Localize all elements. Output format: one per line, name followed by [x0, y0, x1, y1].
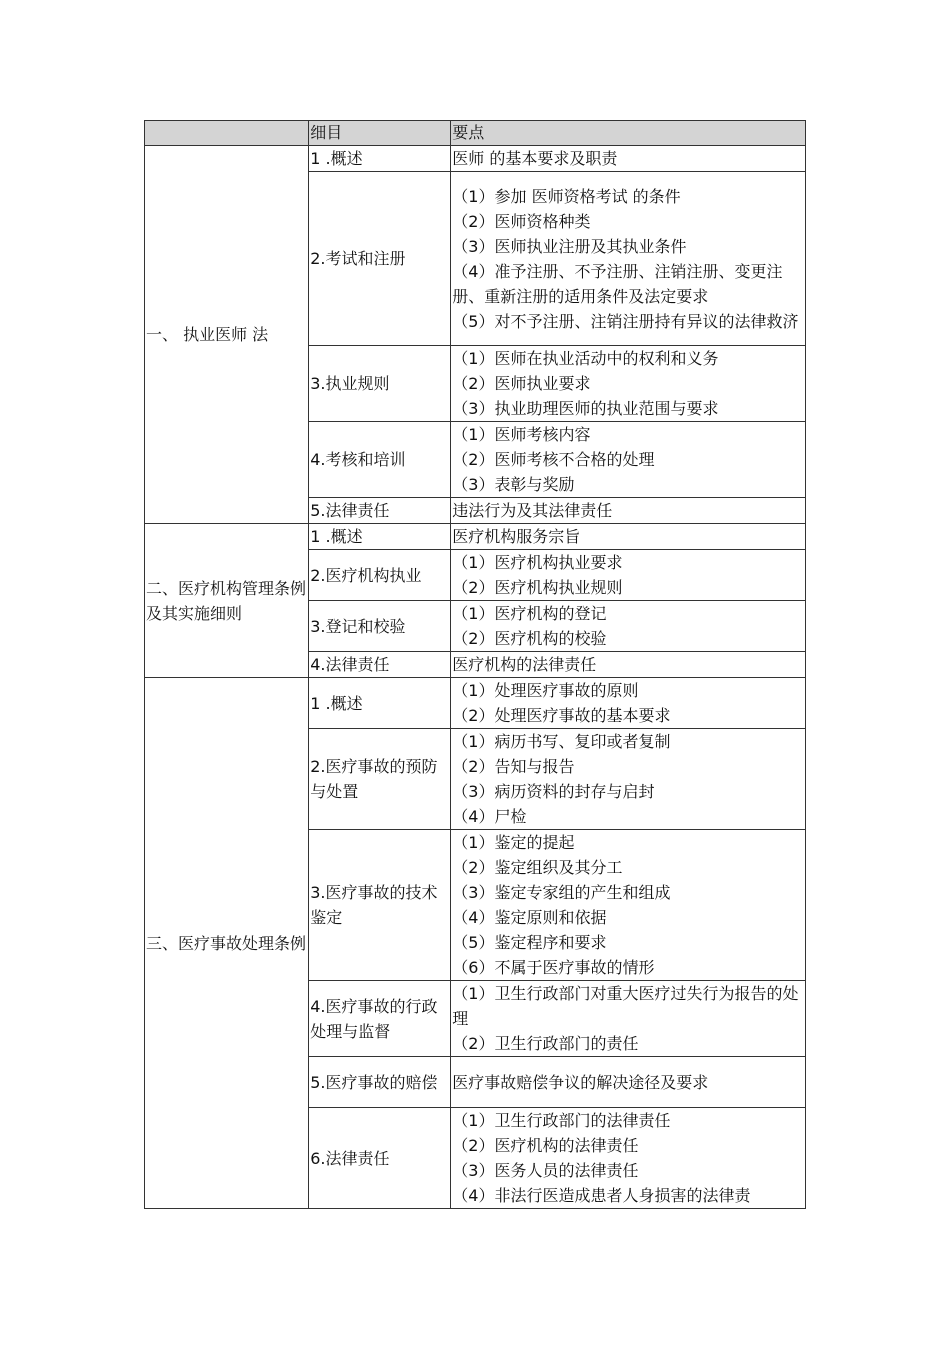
- point-text: （3）病历资料的封存与启封: [452, 782, 655, 801]
- item-cell: 5.医疗事故的赔偿: [309, 1057, 451, 1108]
- point-text: （1）参加 医师资格考试 的条件: [452, 186, 681, 206]
- point-text: （2）卫生行政部门的责任: [452, 1034, 639, 1053]
- point-text: （5）对不予注册、注销注册持有异议的法律救济: [452, 311, 799, 331]
- point-text: （1）病历书写、复印或者复制: [452, 732, 671, 751]
- points-cell: [451, 830, 806, 981]
- point-text: （3）表彰与奖励: [452, 475, 575, 494]
- point-text: （2）医疗机构执业规则: [452, 578, 623, 597]
- point-text: 医疗事故赔偿争议的解决途径及要求: [452, 1072, 709, 1092]
- point-text: （2）处理医疗事故的基本要求: [452, 706, 671, 725]
- syllabus-table: [144, 120, 806, 1209]
- item-cell: 4.医疗事故的行政处理与监督: [309, 981, 451, 1057]
- header-row: [145, 121, 806, 146]
- points-cell: [451, 422, 806, 498]
- points-cell: [451, 550, 806, 601]
- point-text: （5）鉴定程序和要求: [452, 933, 607, 952]
- item-cell: 2.医疗机构执业: [309, 550, 451, 601]
- points-cell: [451, 981, 806, 1057]
- section-title: 一、 执业医师 法: [145, 146, 309, 524]
- points-cell: [451, 524, 806, 550]
- point-text: 违法行为及其法律责任: [452, 501, 613, 520]
- points-cell: [451, 172, 806, 346]
- item-cell: 3.执业规则: [309, 346, 451, 422]
- point-text: （1）医师考核内容: [452, 425, 591, 444]
- points-cell: [451, 1108, 806, 1209]
- point-text: （4）鉴定原则和依据: [452, 908, 607, 927]
- point-text: （4）准予注册、不予注册、注销注册、变更注册、重新注册的适用条件及法定要求: [452, 261, 783, 306]
- points-cell: [451, 146, 806, 172]
- section-title: 三、医疗事故处理条例: [145, 678, 309, 1209]
- header-points: 要点: [451, 121, 806, 146]
- table-body: [145, 146, 806, 1209]
- point-text: （3）医师执业注册及其执业条件: [452, 236, 687, 256]
- table-row: [145, 678, 806, 729]
- item-cell: 1 .概述: [309, 146, 451, 172]
- points-cell: [451, 652, 806, 678]
- point-text: （2）医师资格种类: [452, 211, 591, 231]
- point-text: （1）处理医疗事故的原则: [452, 681, 639, 700]
- point-text: （2）医师考核不合格的处理: [452, 450, 655, 469]
- point-text: （1）医疗机构执业要求: [452, 553, 623, 572]
- item-cell: 4.考核和培训: [309, 422, 451, 498]
- points-cell: [451, 346, 806, 422]
- item-cell: 1 .概述: [309, 524, 451, 550]
- point-text: 医疗机构的法律责任: [452, 655, 597, 674]
- point-text: （1）卫生行政部门对重大医疗过失行为报告的处理: [452, 984, 799, 1028]
- point-text: （3）医务人员的法律责任: [452, 1161, 639, 1180]
- point-text: （1）卫生行政部门的法律责任: [452, 1111, 671, 1130]
- table-row: [145, 524, 806, 550]
- point-text: （2）鉴定组织及其分工: [452, 858, 623, 877]
- point-text: （2）医师执业要求: [452, 374, 591, 393]
- item-cell: 6.法律责任: [309, 1108, 451, 1209]
- point-text: （2）医疗机构的法律责任: [452, 1136, 639, 1155]
- point-text: 医疗机构服务宗旨: [452, 527, 581, 546]
- section-title: 二、医疗机构管理条例及其实施细则: [145, 524, 309, 678]
- point-text: （3）鉴定专家组的产生和组成: [452, 883, 671, 902]
- item-cell: 4.法律责任: [309, 652, 451, 678]
- points-cell: [451, 729, 806, 830]
- point-text: （4）尸检: [452, 807, 527, 826]
- point-text: （3）执业助理医师的执业范围与要求: [452, 399, 719, 418]
- point-text: （2）告知与报告: [452, 757, 575, 776]
- table-row: [145, 146, 806, 172]
- points-cell: [451, 601, 806, 652]
- points-cell: [451, 498, 806, 524]
- point-text: 医师 的基本要求及职责: [452, 149, 618, 168]
- header-item: 细目: [309, 121, 451, 146]
- table-header: [145, 121, 806, 146]
- point-text: （4）非法行医造成患者人身损害的法律责: [452, 1186, 751, 1205]
- point-text: （1）鉴定的提起: [452, 833, 575, 852]
- item-cell: 5.法律责任: [309, 498, 451, 524]
- point-text: （1）医疗机构的登记: [452, 604, 607, 623]
- item-cell: 3.登记和校验: [309, 601, 451, 652]
- point-text: （2）医疗机构的校验: [452, 629, 607, 648]
- point-text: （6）不属于医疗事故的情形: [452, 958, 655, 977]
- item-cell: 1 .概述: [309, 678, 451, 729]
- header-section: [145, 121, 309, 146]
- point-text: （1）医师在执业活动中的权利和义务: [452, 349, 719, 368]
- points-cell: [451, 678, 806, 729]
- item-cell: 2.考试和注册: [309, 172, 451, 346]
- points-cell: [451, 1057, 806, 1108]
- item-cell: 2.医疗事故的预防与处置: [309, 729, 451, 830]
- item-cell: 3.医疗事故的技术鉴定: [309, 830, 451, 981]
